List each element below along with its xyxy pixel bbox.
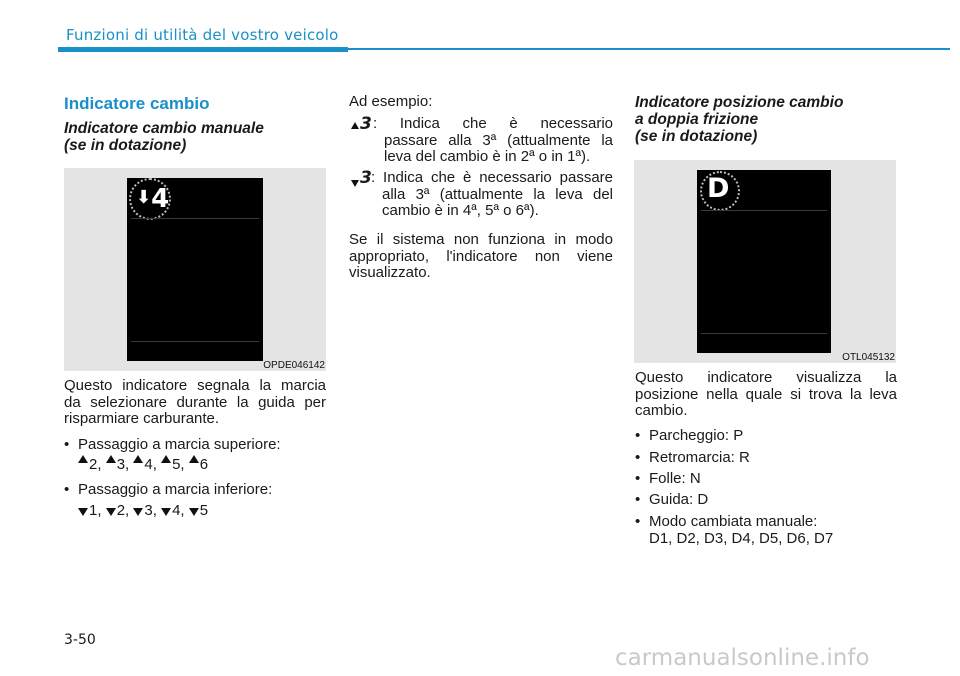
cluster-display bbox=[127, 178, 263, 361]
header-title: Funzioni di utilità del vostro veicolo bbox=[66, 26, 339, 44]
text-line: : Indica che è necessario bbox=[373, 115, 613, 132]
bullet-drive: • Guida: D bbox=[635, 491, 709, 508]
screen-divider bbox=[701, 210, 827, 211]
section-title: Indicatore cambio bbox=[64, 94, 210, 113]
figure-code: OPDE046142 bbox=[263, 360, 325, 371]
up-arrow-icon bbox=[161, 455, 171, 463]
para-line: Se il sistema non funziona in modo bbox=[349, 231, 613, 248]
subtitle-dct bbox=[635, 94, 843, 145]
up-arrow-icon bbox=[351, 122, 359, 129]
watermark: carmanualsonline.info bbox=[615, 645, 870, 671]
bullet-upshift: • Passaggio a marcia superiore: bbox=[64, 436, 281, 453]
screen-divider bbox=[701, 333, 827, 334]
down-arrow-icon bbox=[78, 508, 88, 516]
subtitle-line: (se in dotazione) bbox=[64, 137, 187, 154]
example-upshift bbox=[349, 116, 613, 166]
para-line: appropriato, l'indicatore non viene bbox=[349, 247, 613, 265]
para-line: risparmiare carburante. bbox=[64, 410, 220, 427]
gear-symbol: 3 bbox=[360, 168, 372, 188]
text-line: leva del cambio è in 2ª o in 1ª). bbox=[384, 148, 591, 165]
manual-mode-gears: D1, D2, D3, D4, D5, D6, D7 bbox=[649, 530, 834, 547]
gear-position-display: D bbox=[707, 173, 730, 204]
shift-down-indicator: ⬇4 bbox=[136, 184, 170, 214]
figure-dct-indicator bbox=[634, 160, 896, 363]
example-label: Ad esempio: bbox=[349, 93, 433, 110]
text-line: passare alla 3ª (attualmente la bbox=[384, 131, 613, 149]
subtitle-line: Indicatore cambio manuale bbox=[64, 120, 264, 137]
down-arrow-icon bbox=[189, 508, 199, 516]
para-line: da selezionare durante la guida per bbox=[64, 393, 326, 411]
bullet-reverse: • Retromarcia: R bbox=[635, 449, 750, 466]
bullet-park: • Parcheggio: P bbox=[635, 427, 744, 444]
subtitle-line: Indicatore posizione cambio bbox=[635, 94, 844, 111]
text-line: cambio è in 4ª, 5ª o 6ª). bbox=[382, 202, 539, 219]
para-line: visualizzato. bbox=[349, 264, 431, 281]
note-paragraph bbox=[349, 232, 613, 282]
gear-symbol: 3 bbox=[360, 114, 372, 134]
para-line: cambio. bbox=[635, 402, 688, 419]
subtitle-line: a doppia frizione bbox=[635, 111, 759, 128]
down-arrow-icon bbox=[351, 180, 359, 187]
intro-paragraph bbox=[64, 378, 326, 428]
figure-code: OTL045132 bbox=[842, 352, 895, 363]
up-arrow-icon bbox=[78, 455, 88, 463]
text-line: : Indica che è necessario passare bbox=[371, 169, 613, 186]
downshift-gears: 1, 2, 3, 4, 5 bbox=[78, 502, 208, 519]
page-number: 3-50 bbox=[64, 632, 96, 648]
dct-paragraph bbox=[635, 370, 897, 420]
subtitle-line: (se in dotazione) bbox=[635, 128, 758, 145]
down-arrow-icon bbox=[161, 508, 171, 516]
para-line: Questo indicatore visualizza la bbox=[635, 369, 897, 386]
cluster-display bbox=[697, 170, 831, 353]
upshift-gears: 2, 3, 4, 5, 6 bbox=[78, 455, 208, 473]
up-arrow-icon bbox=[106, 455, 116, 463]
bullet-manual-mode: • Modo cambiata manuale: bbox=[635, 513, 818, 530]
figure-manual-indicator bbox=[64, 168, 326, 371]
example-downshift bbox=[349, 170, 613, 220]
up-arrow-icon bbox=[133, 455, 143, 463]
bullet-neutral: • Folle: N bbox=[635, 470, 701, 487]
up-arrow-icon bbox=[189, 455, 199, 463]
header-rule-accent bbox=[58, 47, 348, 52]
para-line: posizione nella quale si trova la leva bbox=[635, 385, 897, 403]
screen-divider bbox=[131, 218, 259, 219]
screen-divider bbox=[131, 341, 259, 342]
down-arrow-icon bbox=[106, 508, 116, 516]
subtitle-manual bbox=[64, 120, 264, 154]
down-arrow-icon: ⬇ bbox=[136, 187, 152, 208]
down-arrow-icon bbox=[133, 508, 143, 516]
para-line: Questo indicatore segnala la marcia bbox=[64, 377, 326, 394]
text-line: alla 3ª (attualmente la leva del bbox=[382, 185, 613, 203]
header-rule bbox=[348, 48, 950, 50]
bullet-downshift: • Passaggio a marcia inferiore: bbox=[64, 481, 273, 498]
